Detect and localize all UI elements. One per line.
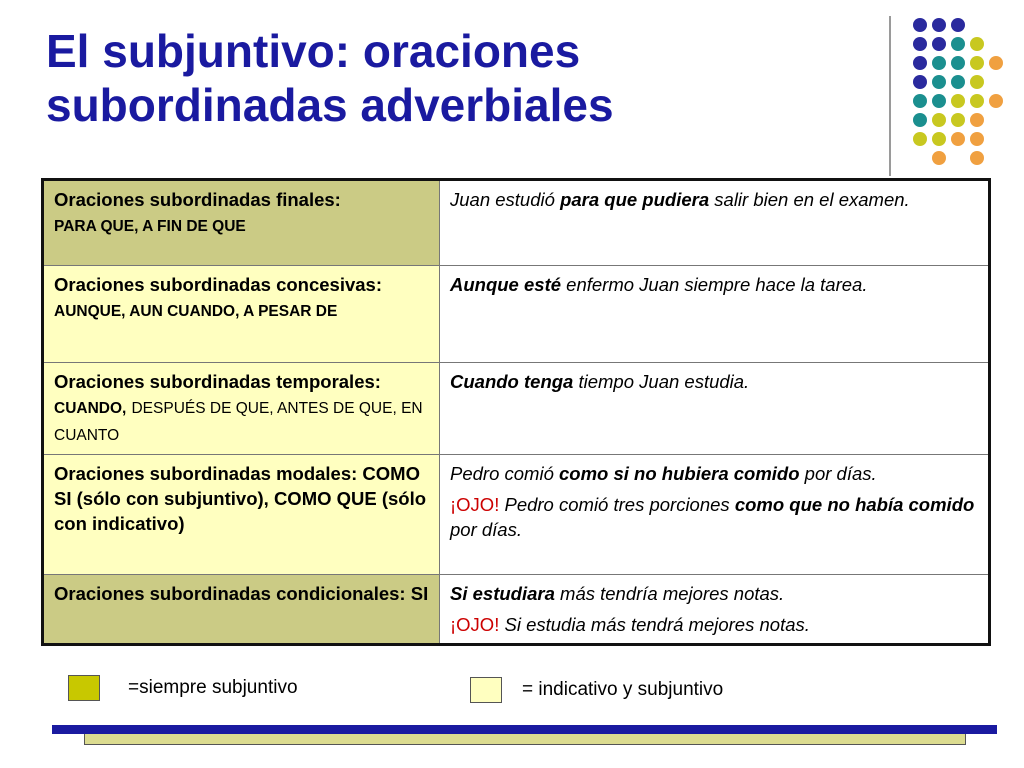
row-label (43, 455, 440, 575)
slide-title (46, 24, 866, 132)
table-row (43, 455, 990, 575)
dot (970, 75, 984, 89)
dot (951, 75, 965, 89)
dot (932, 113, 946, 127)
dot (970, 37, 984, 51)
footer-bar-blue (52, 725, 997, 734)
legend-swatch-always (68, 675, 100, 701)
example-text: Juan estudió (450, 189, 561, 210)
example-text: Pedro comió (450, 463, 559, 484)
legend-label-both: = indicativo y subjuntivo (522, 679, 724, 700)
dot (932, 56, 946, 70)
table-row (43, 266, 990, 363)
example-text: Si estudia más tendrá mejores notas. (499, 614, 810, 635)
row-example (440, 266, 990, 363)
title-line-1: El subjuntivo: oraciones (46, 25, 581, 77)
dot (970, 56, 984, 70)
row-label (43, 575, 440, 645)
example-text: por días. (450, 519, 522, 540)
dot (951, 18, 965, 32)
dot (951, 37, 965, 51)
dot (951, 113, 965, 127)
example-line (450, 612, 978, 637)
dot (913, 113, 927, 127)
dot (970, 151, 984, 165)
dot (970, 113, 984, 127)
row-label-conjunctions: PARA QUE, A FIN DE QUE (54, 218, 246, 235)
example-text: más tendría mejores notas. (554, 583, 785, 604)
row-example (440, 180, 990, 266)
row-label-main: Oraciones subordinadas temporales: (54, 371, 381, 392)
example-highlight: Aunque esté (450, 274, 562, 295)
row-example (440, 363, 990, 455)
dot (970, 132, 984, 146)
example-line (450, 461, 978, 486)
decorative-dot-grid (911, 16, 1021, 166)
dot (913, 94, 927, 108)
row-label-conjunctions: DESPUÉS DE QUE, ANTES DE QUE, EN CUANTO (54, 400, 423, 444)
dot (932, 18, 946, 32)
example-line (450, 581, 978, 606)
table-row (43, 363, 990, 455)
dot (913, 75, 927, 89)
decorative-divider (889, 16, 891, 176)
dot (951, 56, 965, 70)
row-label-main: Oraciones subordinadas condicionales: SI (54, 583, 429, 604)
ojo-warning: ¡OJO! (450, 614, 500, 635)
dot (932, 132, 946, 146)
example-highlight: Si estudiara (450, 583, 555, 604)
row-label (43, 266, 440, 363)
dot (932, 151, 946, 165)
dot (989, 94, 1003, 108)
example-text: Pedro comió tres porciones (499, 494, 735, 515)
row-label-main: Oraciones subordinadas modales: COMO SI (sólo con subjuntivo), COMO QUE (sólo con indicativo) (54, 463, 427, 534)
subjunctive-table (41, 178, 991, 646)
example-highlight: para que pudiera (560, 189, 710, 210)
dot (913, 56, 927, 70)
example-highlight: como si no hubiera comido (559, 463, 800, 484)
example-text: tiempo Juan estudia. (573, 371, 750, 392)
example-highlight: como que no había comido (734, 494, 975, 515)
row-label-conjunctions: AUNQUE, AUN CUANDO, A PESAR DE (54, 303, 338, 320)
row-label (43, 363, 440, 455)
row-example (440, 575, 990, 645)
row-label-conjunctions: CUANDO, (54, 400, 127, 417)
example-text: salir bien en el examen. (709, 189, 910, 210)
row-label (43, 180, 440, 266)
example-highlight: Cuando tenga (450, 371, 574, 392)
example-text: por días. (799, 463, 877, 484)
footer-bar-yellow (84, 733, 966, 745)
row-example (440, 455, 990, 575)
dot (913, 18, 927, 32)
dot (932, 37, 946, 51)
example-line (450, 492, 978, 542)
dot (932, 75, 946, 89)
ojo-warning: ¡OJO! (450, 494, 500, 515)
example-text: enfermo Juan siempre hace la tarea. (561, 274, 868, 295)
title-line-2: subordinadas adverbiales (46, 79, 614, 131)
dot (913, 132, 927, 146)
table-row (43, 575, 990, 645)
dot (970, 94, 984, 108)
dot (989, 56, 1003, 70)
dot (932, 94, 946, 108)
row-label-main: Oraciones subordinadas concesivas: (54, 274, 382, 295)
row-label-main: Oraciones subordinadas finales: (54, 189, 341, 210)
dot (913, 37, 927, 51)
legend-swatch-both (470, 677, 502, 703)
table-row (43, 180, 990, 266)
legend-label-always: =siempre subjuntivo (128, 677, 298, 698)
dot (951, 94, 965, 108)
dot (951, 132, 965, 146)
